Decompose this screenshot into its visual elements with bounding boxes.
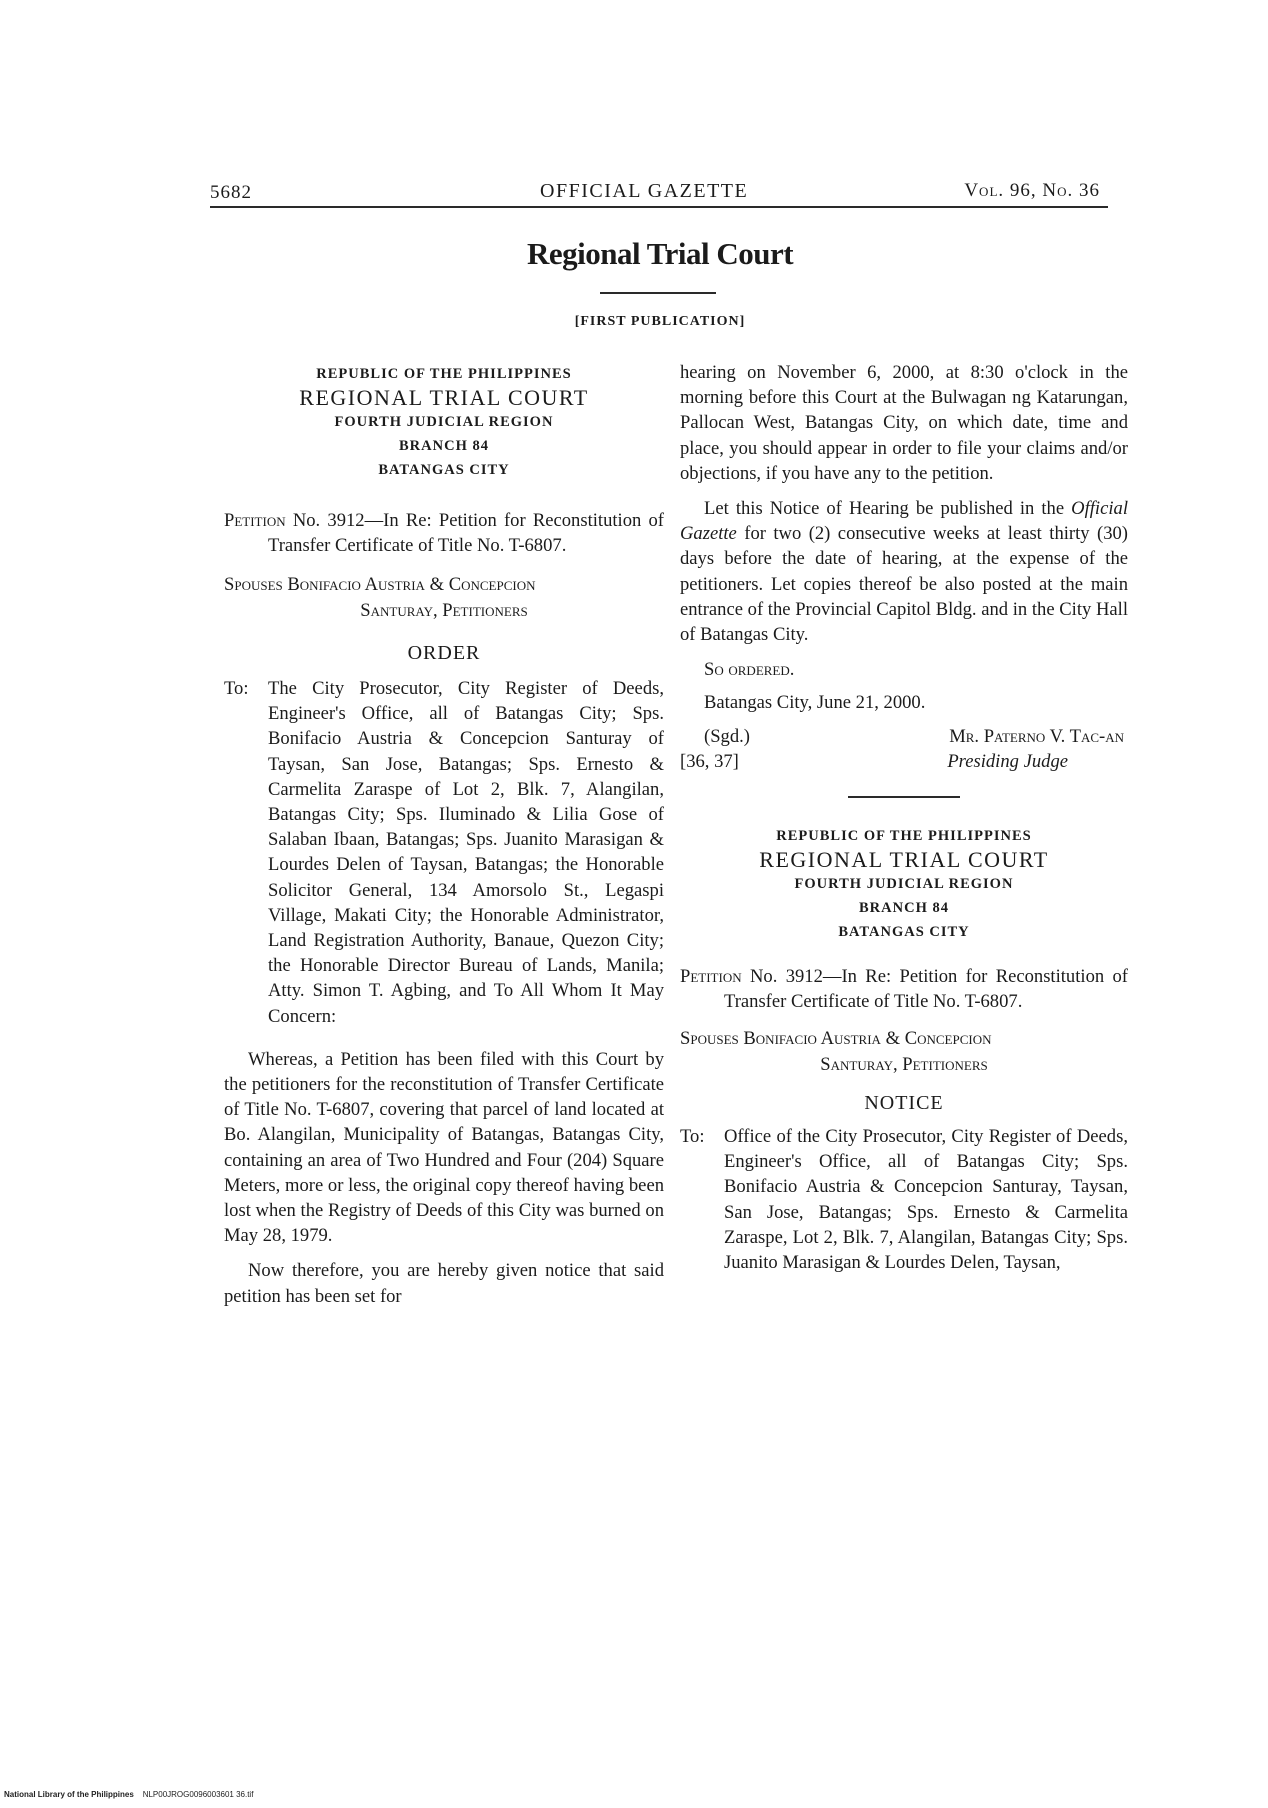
whereas-paragraph: Whereas, a Petition has been filed with this Court by the petitioners for the reconstitution of Transfer Certificate of Title No. T-6807, covering that parcel of land located at Bo. Alangilan, Municipality of Batangas, Batangas City, containing an area of Two Hundred and Four (204) Square Meters, more or less, the original copy thereof having been lost when the Registry of Deeds of this City was burned on May 28, 1979. — [224, 1048, 664, 1247]
caption-region: FOURTH JUDICIAL REGION — [334, 414, 554, 430]
order-heading: ORDER — [407, 641, 481, 664]
volume-issue: Vol. 96, No. 36 — [964, 180, 1100, 201]
publication-label: [FIRST PUBLICATION] — [574, 314, 746, 329]
to-label: To: — [224, 678, 249, 700]
petition-title-2 — [680, 964, 1128, 1014]
caption-city-2: BATANGAS CITY — [838, 924, 970, 941]
hearing-paragraph: hearing on November 6, 2000, at 8:30 o'clock in the morning before this Court at the Bulwagan ng Katarungan, Pallocan West, Batangas City, on which date, time and place, you should appear in order to file your claims and/or objections, if you have any to the petition. — [680, 362, 1128, 484]
header-rule — [210, 206, 1108, 208]
page-number: 5682 — [210, 182, 252, 203]
gazette-title: OFFICIAL GAZETTE — [540, 180, 749, 202]
section-divider — [848, 796, 960, 798]
judge-title: Presiding Judge — [947, 750, 1068, 772]
addressees — [224, 676, 664, 1029]
petition-text-2: No. 3912—In Re: Petition for Reconstitution of Transfer Certificate of Title No. T-6807. — [724, 966, 1128, 1013]
section-title: Regional Trial Court — [526, 236, 794, 271]
signature-row — [680, 724, 1128, 749]
signature-row-2 — [680, 749, 1128, 774]
caption-region-2: FOURTH JUDICIAL REGION — [794, 876, 1014, 893]
petition-title — [224, 508, 664, 558]
caption-branch-2: BRANCH 84 — [859, 900, 949, 917]
judge-name: Mr. Paterno V. Tac-an — [949, 725, 1124, 747]
publish-pre: Let this Notice of Hearing be published in the — [704, 498, 1065, 520]
issue-refs: [36, 37] — [680, 750, 739, 772]
addressees-2 — [680, 1124, 1128, 1275]
parties-line2: Santuray, Petitioners — [360, 599, 528, 621]
scan-footer — [4, 1790, 404, 1799]
to-text-2: Office of the City Prosecutor, City Register of Deeds, Engineer's Office, all of Batangas City; Sps. Bonifacio Austria & Concepcion Santuray, Taysan, San Jose, Batangas; Sps. Ernesto & Carmelita Zaraspe, Lot 2, Blk. 7, Alangilan, Batangas City; Sps. Juanito Marasigan & Lourdes Delen, Taysan, — [724, 1126, 1128, 1274]
so-ordered: So ordered. — [704, 659, 795, 681]
footer-file-id: NLP00JROG0096003601 36.tif — [142, 1790, 254, 1799]
now-therefore-paragraph: Now therefore, you are hereby given notice that said petition has been set for — [224, 1260, 664, 1307]
parties-line1-2: Spouses Bonifacio Austria & Concepcion — [680, 1028, 992, 1050]
caption-republic: REPUBLIC OF THE PHILIPPINES — [316, 366, 572, 382]
notice-heading: NOTICE — [864, 1091, 944, 1114]
publication-paragraph — [680, 496, 1128, 647]
parties-line2-2: Santuray, Petitioners — [820, 1053, 988, 1075]
caption-city: BATANGAS CITY — [378, 462, 510, 478]
caption-republic-2: REPUBLIC OF THE PHILIPPINES — [776, 828, 1032, 845]
date-line: Batangas City, June 21, 2000. — [704, 692, 926, 714]
court-caption-2 — [680, 824, 1128, 944]
right-column — [680, 360, 1128, 1275]
footer-library: National Library of the Philippines — [4, 1790, 134, 1799]
left-column — [224, 362, 664, 1309]
petition-label-2: Petition — [680, 966, 742, 988]
court-caption — [224, 362, 664, 482]
parties-line1: Spouses Bonifacio Austria & Concepcion — [224, 574, 536, 596]
sgd-label: (Sgd.) — [704, 725, 750, 747]
to-text: The City Prosecutor, City Register of Deeds, Engineer's Office, all of Batangas City; Sps. Bonifacio Austria & Concepcion Santuray of Taysan, San Jose, Batangas; Sps. Ernesto & Carmelita Zaraspe of Lot 2, Blk. 7, Alangilan, Batangas City; Sps. Iluminado & Lilia Gose of Salaban Ibaan, Batangas; Sps. Juanito Marasigan & Lourdes Delen of Taysan, Batangas; the Honorable Solicitor General, 134 Amorsolo St., Legaspi Village, Makati City; the Honorable Administrator, Land Registration Authority, Banaue, Quezon City; the Honorable Director Bureau of Lands, Manila; Atty. Simon T. Agbing, and To All Whom It May Concern: — [268, 678, 664, 1027]
publish-gazette: Official Gazette — [680, 498, 1128, 545]
running-head — [210, 168, 1110, 204]
caption-branch: BRANCH 84 — [399, 438, 489, 454]
caption-court: REGIONAL TRIAL COURT — [299, 385, 589, 410]
publish-post: for two (2) consecutive weeks at least thirty (30) days before the date of hearing, at the expense of the petitioners. Let copies thereof be also posted at the main entrance of the Provincial Capitol Bldg. and in the City Hall of Batangas City. — [680, 523, 1128, 646]
caption-court-2: REGIONAL TRIAL COURT — [759, 847, 1049, 873]
petition-text: No. 3912—In Re: Petition for Reconstitution of Transfer Certificate of Title No. T-6807. — [268, 510, 664, 557]
section-title-rule — [600, 292, 716, 294]
to-label-2: To: — [680, 1126, 705, 1148]
petition-label: Petition — [224, 510, 286, 531]
